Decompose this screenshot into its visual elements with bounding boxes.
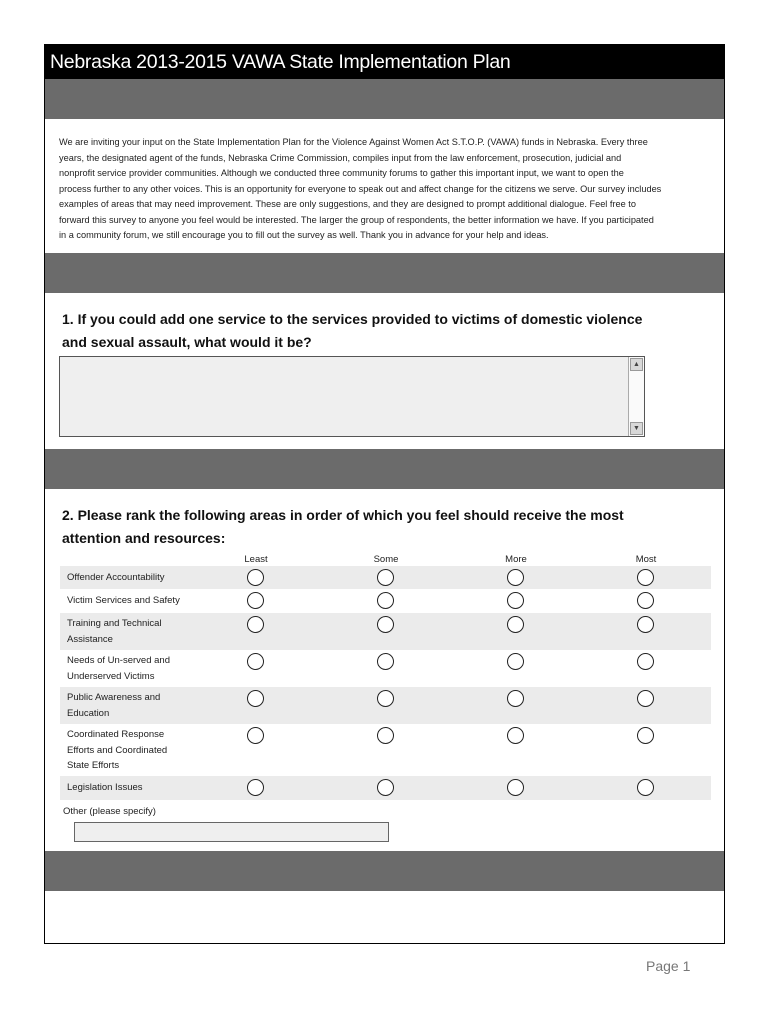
radio-most[interactable]	[637, 592, 654, 609]
question-1-title	[62, 308, 642, 354]
radio-more[interactable]	[507, 727, 524, 744]
radio-more[interactable]	[507, 569, 524, 586]
radio-least[interactable]	[247, 727, 264, 744]
rank-row-label	[67, 593, 180, 609]
intro-paragraph	[59, 135, 719, 244]
radio-least[interactable]	[247, 653, 264, 670]
radio-some[interactable]	[377, 653, 394, 670]
column-header-some: Some	[373, 554, 399, 565]
intro-line: examples of areas that may need improvement. These are only suggestions, and they are designed to prompt additional dialogue. Feel free to	[59, 199, 636, 209]
question-1-line: and sexual assault, what would it be?	[62, 334, 312, 350]
rank-row-coordinated-response	[60, 724, 711, 776]
rank-row-label-line: Assistance	[67, 633, 113, 645]
rank-row-label-line: Underserved Victims	[67, 670, 155, 682]
survey-page-frame	[44, 44, 725, 944]
radio-most[interactable]	[637, 616, 654, 633]
column-header-least: Least	[244, 554, 268, 565]
intro-line: We are inviting your input on the State Implementation Plan for the Violence Against Women Act S.T.O.P. (VAWA) funds in Nebraska. Every three	[59, 137, 648, 147]
intro-line: process further to any other voices. This is an opportunity for everyone to speak out and affect change for the citizens we serve. Our survey includes	[59, 183, 662, 194]
radio-some[interactable]	[377, 569, 394, 586]
radio-some[interactable]	[377, 592, 394, 609]
radio-some[interactable]	[377, 779, 394, 796]
scroll-up-arrow-icon[interactable]: ▲	[630, 358, 643, 371]
section-divider-band	[45, 79, 724, 119]
rank-row-label-line: Legislation Issues	[67, 782, 143, 793]
rank-row-label-line: Victim Services and Safety	[67, 595, 180, 606]
rank-row-label	[67, 780, 143, 796]
radio-more[interactable]	[507, 616, 524, 633]
radio-least[interactable]	[247, 592, 264, 609]
radio-most[interactable]	[637, 690, 654, 707]
radio-some[interactable]	[377, 690, 394, 707]
radio-least[interactable]	[247, 690, 264, 707]
radio-least[interactable]	[247, 616, 264, 633]
radio-some[interactable]	[377, 727, 394, 744]
radio-most[interactable]	[637, 779, 654, 796]
question-1-answer-textarea[interactable]	[59, 356, 645, 437]
radio-more[interactable]	[507, 779, 524, 796]
column-header-most: Most	[635, 554, 657, 565]
rank-row-victim-services	[60, 589, 711, 613]
intro-line: nonprofit service provider communities. Although we conducted three community forums to gather this important input, we want to open the	[59, 168, 624, 178]
question-2-title	[62, 504, 624, 550]
rank-row-label-line: State Efforts	[67, 760, 120, 771]
intro-line: forward this survey to anyone you feel would be interested. The larger the group of respondents, the better information we have. If you participated	[59, 214, 654, 225]
radio-least[interactable]	[247, 779, 264, 796]
page-number: Page 1	[646, 958, 691, 974]
rank-row-legislation-issues	[60, 776, 711, 800]
rank-row-label-line: Education	[67, 707, 110, 719]
radio-more[interactable]	[507, 690, 524, 707]
survey-title: Nebraska 2013-2015 VAWA State Implementation Plan	[50, 51, 511, 73]
section-divider-band	[45, 851, 724, 891]
question-1-line: 1. If you could add one service to the services provided to victims of domestic violence	[62, 311, 643, 327]
rank-row-label	[67, 616, 162, 647]
intro-line: years, the designated agent of the funds, Nebraska Crime Commission, compiles input from the law enforcement, prosecution, judicial and	[59, 152, 622, 163]
scroll-down-arrow-icon[interactable]: ▼	[630, 422, 643, 435]
rank-row-label	[67, 690, 160, 721]
rank-row-training-technical-assistance	[60, 613, 711, 650]
rank-row-needs-underserved-victims	[60, 650, 711, 687]
question-2-line: attention and resources:	[62, 530, 226, 546]
rank-row-label-line: Training and Technical	[67, 618, 162, 629]
survey-title-bar	[45, 45, 724, 79]
rank-row-label-line: Offender Accountability	[67, 572, 165, 583]
other-specify-label: Other (please specify)	[63, 806, 156, 817]
rank-row-label	[67, 653, 170, 684]
section-divider-band	[45, 449, 724, 489]
section-divider-band	[45, 253, 724, 293]
radio-some[interactable]	[377, 616, 394, 633]
column-header-more: More	[505, 554, 527, 565]
intro-line: in a community forum, we still encourage you to fill out the survey as well. Thank you in advance for your help and ideas.	[59, 230, 549, 240]
rank-row-label	[67, 570, 165, 586]
rank-row-label-line: Needs of Un-served and	[67, 655, 170, 666]
rank-row-label-line: Efforts and Coordinated	[67, 744, 168, 756]
radio-most[interactable]	[637, 653, 654, 670]
radio-least[interactable]	[247, 569, 264, 586]
radio-most[interactable]	[637, 569, 654, 586]
rank-row-public-awareness-education	[60, 687, 711, 724]
textarea-scrollbar[interactable]	[628, 357, 644, 436]
rank-row-label	[67, 727, 167, 774]
rank-row-label-line: Coordinated Response	[67, 729, 165, 740]
other-specify-input[interactable]	[74, 822, 389, 842]
question-2-line: 2. Please rank the following areas in order of which you feel should receive the most	[62, 507, 624, 523]
rank-row-offender-accountability	[60, 566, 711, 589]
radio-more[interactable]	[507, 653, 524, 670]
radio-most[interactable]	[637, 727, 654, 744]
rank-row-label-line: Public Awareness and	[67, 692, 161, 703]
radio-more[interactable]	[507, 592, 524, 609]
